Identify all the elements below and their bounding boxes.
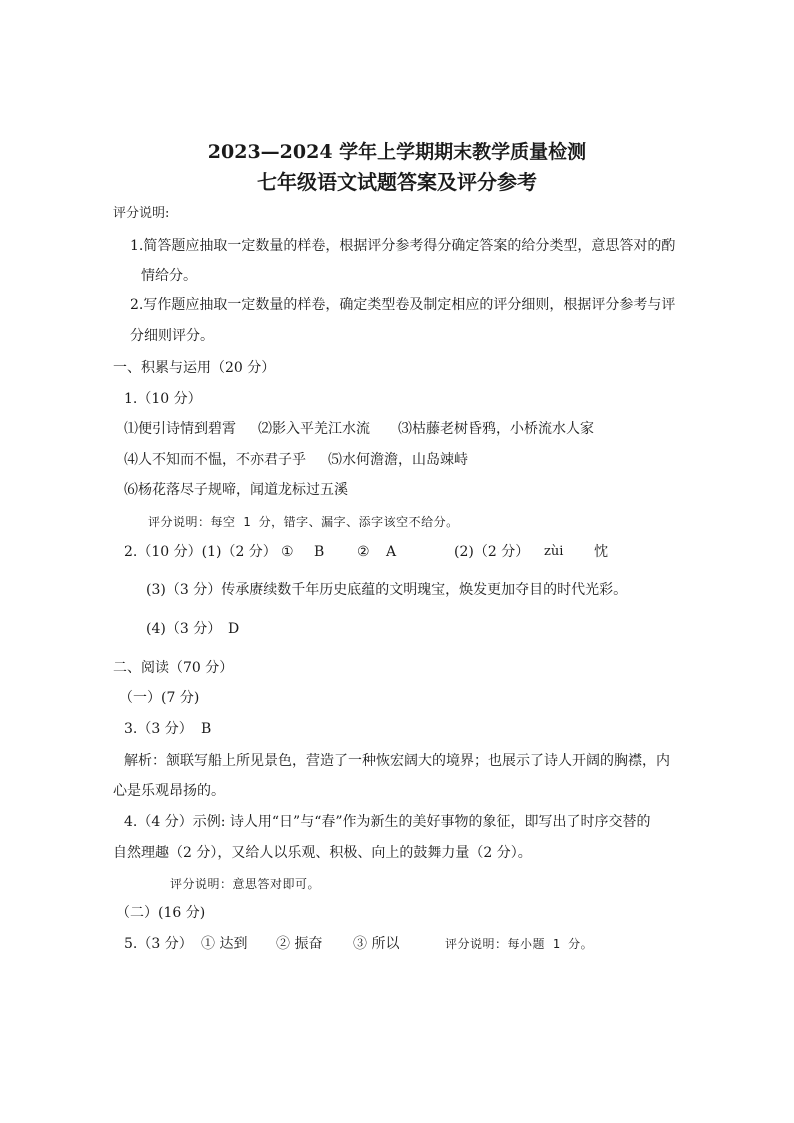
q2-pinyin: zùi bbox=[544, 544, 564, 559]
q3-label: 3.（3 分） bbox=[124, 721, 193, 737]
evaluation-item-2-cont: 分细则评分。 bbox=[130, 328, 214, 344]
q1-answer-4: ⑷人不知而不愠，不亦君子乎 bbox=[124, 452, 306, 468]
section-2-part-1: （一）(7 分) bbox=[119, 690, 200, 706]
q3-analysis-line-2: 心是乐观昂扬的。 bbox=[113, 783, 225, 799]
q2-part-4-value: D bbox=[228, 621, 240, 637]
q2-choice-1-value: B bbox=[314, 544, 325, 560]
q5-scoring-note: 评分说明：每小题 1 分。 bbox=[445, 937, 594, 951]
q2-part-4-label: (4)（3 分） bbox=[146, 621, 222, 637]
q1-answer-3: ⑶枯藤老树昏鸦，小桥流水人家 bbox=[398, 421, 594, 437]
q1-answer-5: ⑸水何澹澹，山岛竦峙 bbox=[328, 452, 468, 468]
evaluation-item-1: 1.简答题应抽取一定数量的样卷，根据评分参考得分确定答案的给分类型，意思答对的酌 bbox=[130, 238, 676, 254]
q2-character: 忱 bbox=[594, 544, 608, 560]
q5-label: 5.（3 分） bbox=[124, 936, 193, 952]
q3-analysis-line-1: 解析：颔联写船上所见景色，营造了一种恢宏阔大的境界；也展示了诗人开阔的胸襟，内 bbox=[124, 753, 670, 769]
section-2-heading: 二、阅读（70 分） bbox=[113, 660, 234, 676]
q2-choice-1-marker: ① bbox=[281, 544, 294, 560]
evaluation-item-1-cont: 情给分。 bbox=[141, 268, 197, 284]
exam-title: 2023—2024 学年上学期期末教学质量检测 bbox=[207, 141, 587, 163]
q1-answer-6: ⑹杨花落尽子规啼，闻道龙标过五溪 bbox=[124, 482, 348, 498]
q2-choice-2-marker: ② bbox=[357, 544, 370, 560]
q2-part-3: (3)（3 分）传承赓续数千年历史底蕴的文明瑰宝，焕发更加夺目的时代光彩。 bbox=[146, 582, 628, 598]
q1-scoring-note: 评分说明：每空 1 分，错字、漏字、添字该空不给分。 bbox=[148, 515, 459, 529]
evaluation-heading: 评分说明: bbox=[113, 206, 170, 221]
q5-answer-1: ① 达到 bbox=[201, 936, 248, 952]
evaluation-item-2: 2.写作题应抽取一定数量的样卷，确定类型卷及制定相应的评分细则，根据评分参考与评 bbox=[130, 297, 676, 313]
q1-answer-1: ⑴便引诗情到碧霄 bbox=[124, 421, 236, 437]
q5-answer-3: ③ 所以 bbox=[353, 936, 400, 952]
q2-part-1 bbox=[124, 543, 277, 561]
q2-part-2-label: (2)（2 分） bbox=[454, 544, 530, 560]
q1-answer-2: ⑵影入平羌江水流 bbox=[258, 421, 370, 437]
section-1-heading: 一、积累与运用（20 分） bbox=[113, 360, 276, 376]
answer-key-title: 七年级语文试题答案及评分参考 bbox=[257, 170, 537, 194]
section-2-part-2: （二）(16 分) bbox=[116, 905, 206, 921]
q2-part-1-label: 2.（10 分）(1)（2 分） bbox=[124, 544, 277, 560]
q4-answer-line-1: 4.（4 分）示例: 诗人用“日”与“春”作为新生的美好事物的象征，即写出了时序交替的 bbox=[124, 814, 651, 830]
q2-choice-2-value: A bbox=[386, 544, 397, 560]
q3-answer: B bbox=[201, 721, 212, 737]
q5-answer-2: ② 振奋 bbox=[276, 936, 323, 952]
q4-scoring-note: 评分说明：意思答对即可。 bbox=[170, 877, 321, 891]
q1-label: 1.（10 分） bbox=[124, 391, 202, 407]
q4-answer-line-2: 自然理趣（2 分），又给人以乐观、积极、向上的鼓舞力量（2 分）。 bbox=[113, 845, 532, 861]
